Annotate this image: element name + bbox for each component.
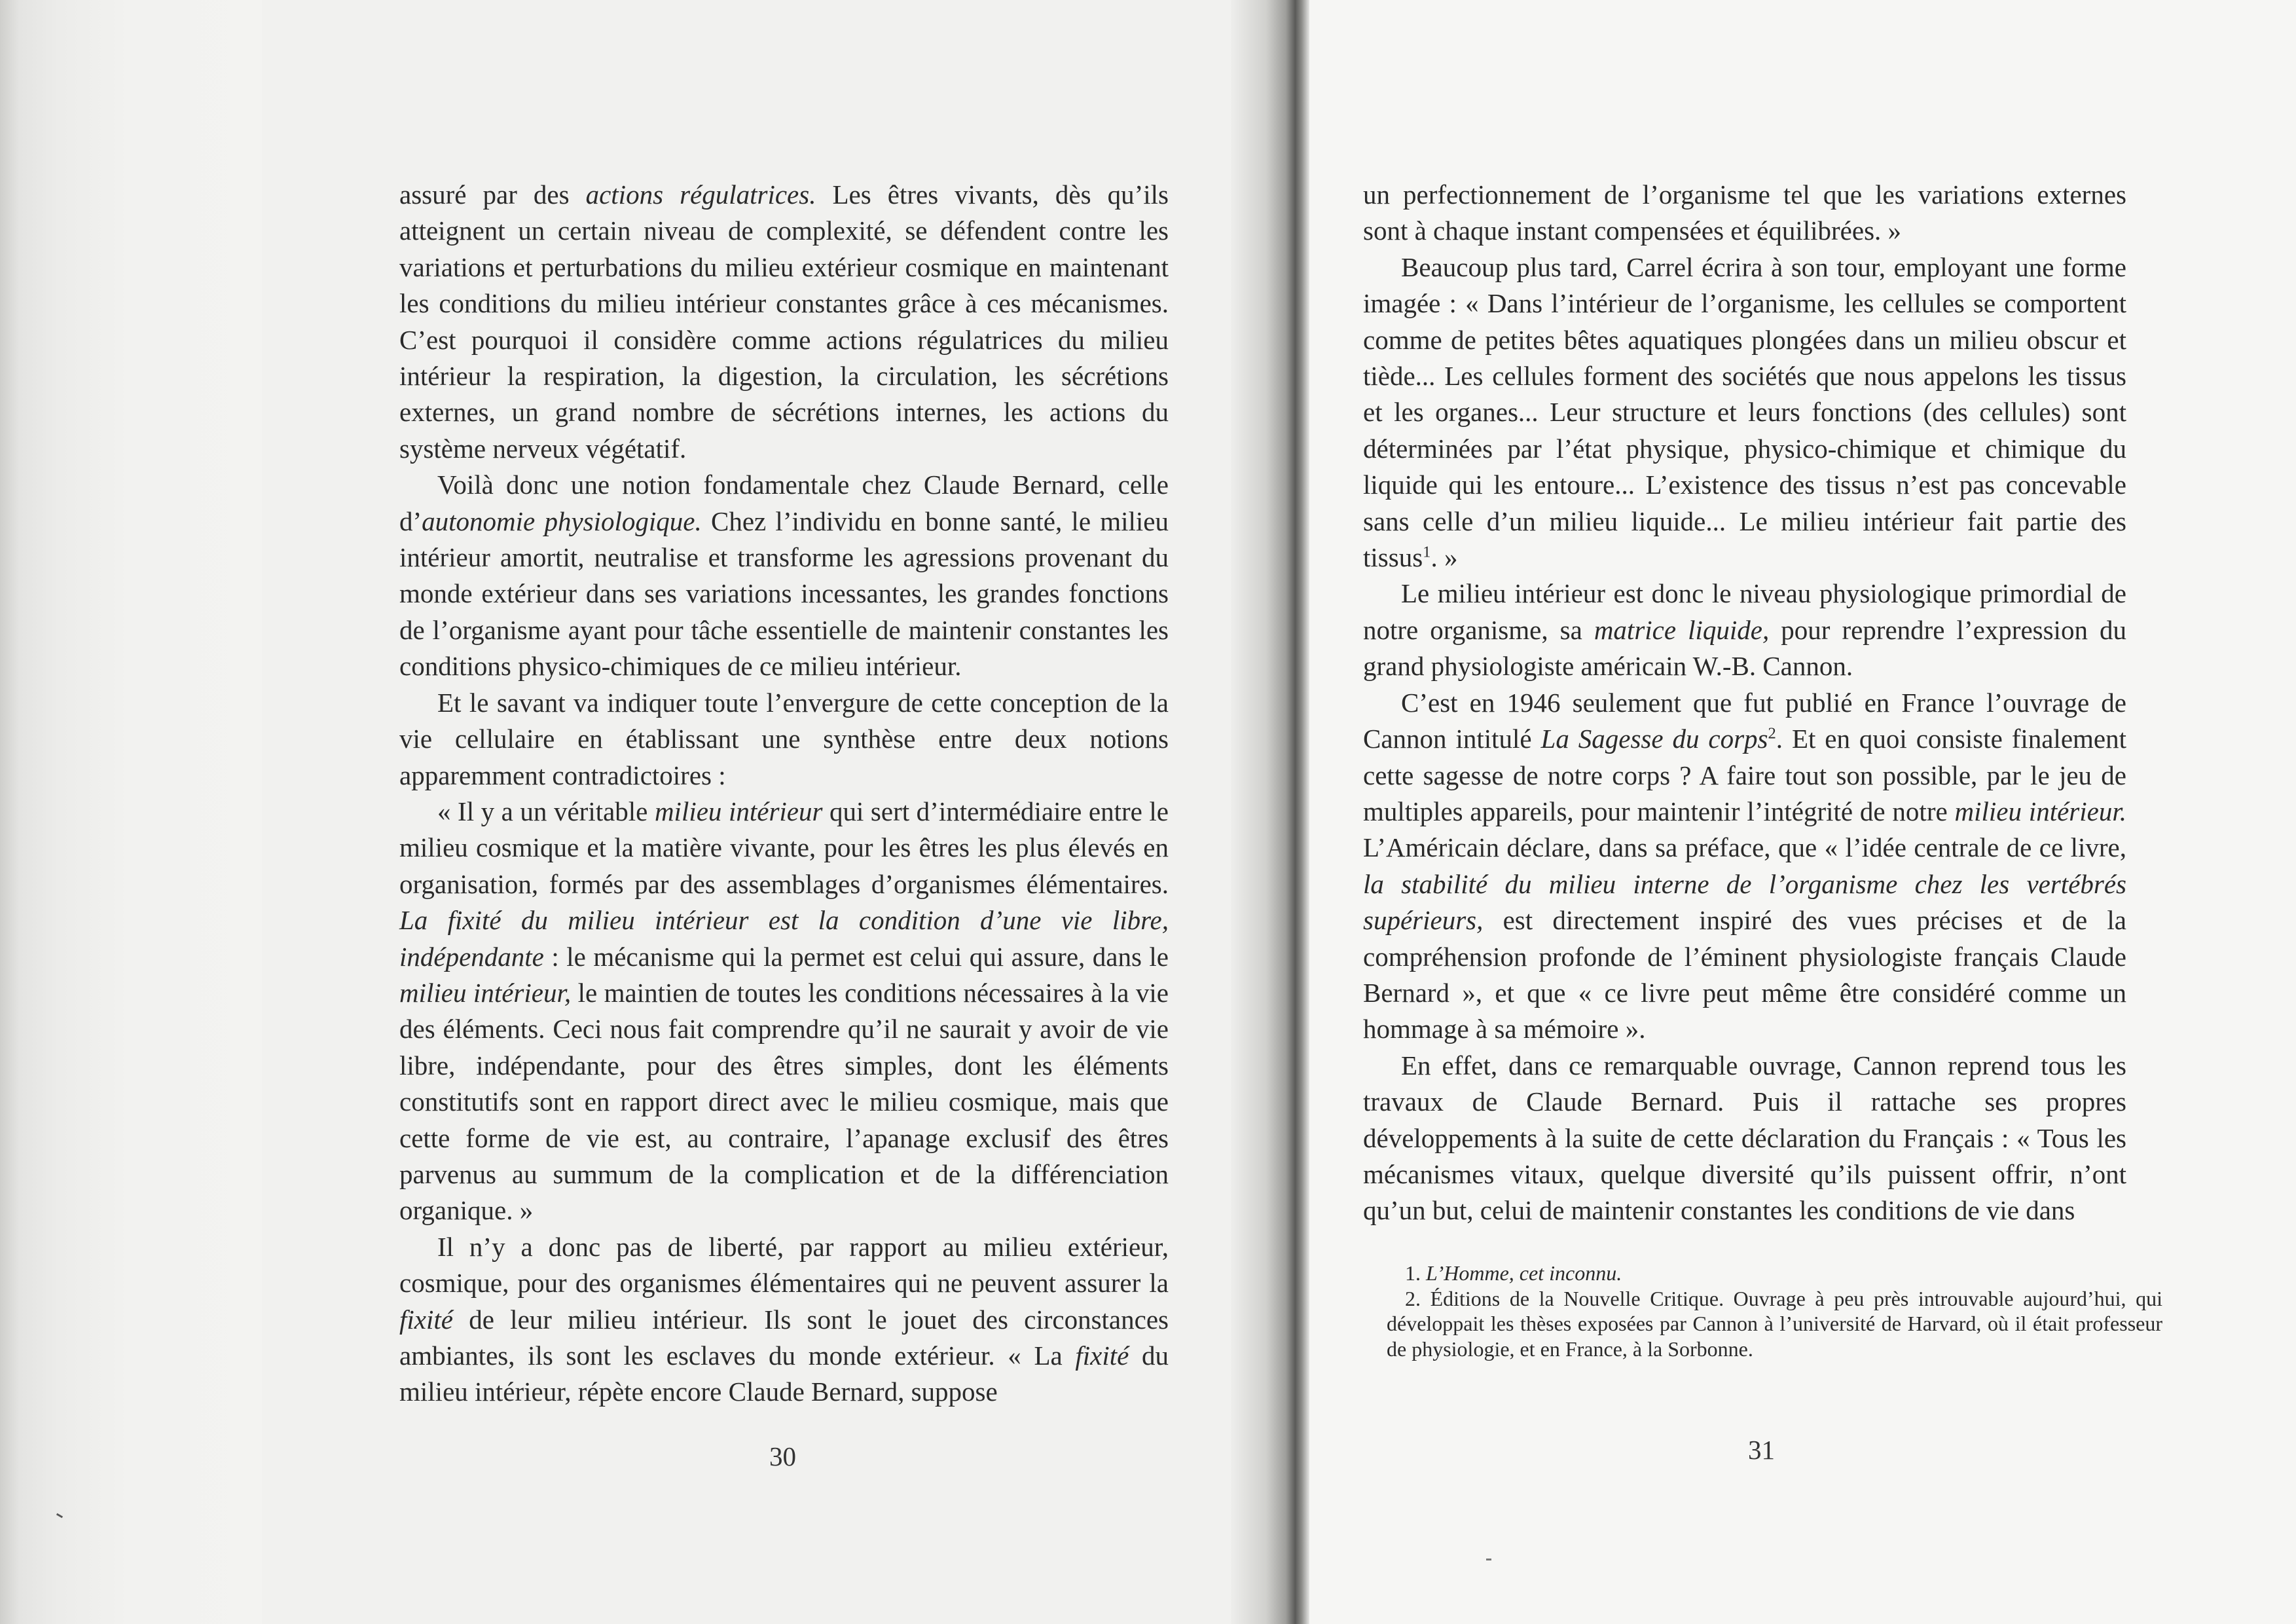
text-run: est directement inspiré des vues précises et de la compréhension profonde de l’éminent physiologiste français Claude Bernard », et que « ce livre peut même être considéré comme un hommage à sa mémoire ». — [1363, 905, 2126, 1044]
italic-text: milieu intérieur, — [399, 977, 572, 1008]
text-run: « Il y a un véritable — [437, 796, 655, 826]
italic-text: actions régulatrices. — [585, 179, 816, 210]
text-run: Chez l’individu en bonne santé, le milieu intérieur amortit, neutralise et transforme les agressions provenant du monde extérieur dans ses variations incessantes, les grandes fonctions de l’organisme ayant pour tâche essentielle de maintenir constantes les conditions physico-chimiques de ce milieu intérieur. — [399, 506, 1169, 682]
footnote — [1387, 1261, 2162, 1286]
text-run: assuré par des — [399, 179, 586, 210]
italic-text: la stabilité du milieu interne de l’organisme chez les vertébrés supérieurs, — [1363, 868, 2126, 936]
text-run: Beaucoup plus tard, Carrel écrira à son tour, employant une forme imagée : « Dans l’intérieur de l’organisme, les cellules se comportent comme de petites bêtes aquatiques plongées dans un milieu obscur et tiède... Les cellules forment des sociétés que nous appelons les tissus et les organes... Leur structure et leurs fonctions (des cellules) sont déterminées par l’état physique, physico-chimique et chimique du liquide qui les entoure... L’existence des tissus n’est pas concevable sans celle d’un milieu liquide... Le milieu intérieur fait partie des tissus — [1363, 251, 2126, 573]
left-page-text — [399, 177, 1169, 1411]
page-number-left: 30 — [769, 1441, 796, 1471]
italic-text: autonomie physiologique. — [422, 506, 702, 536]
page-number-right: 31 — [1748, 1435, 1775, 1465]
italic-text: La fixité du milieu intérieur est la condition d’une vie libre, indépendante — [399, 905, 1169, 972]
text-run: pour reprendre l’expression du grand physiologiste américain W.-B. Cannon. — [1363, 614, 2126, 682]
italic-text: milieu intérieur — [654, 796, 823, 826]
footnotes — [1387, 1261, 2162, 1361]
text-run: Les êtres vivants, dès qu’ils atteignent un certain niveau de complexité, se défendent contre les variations et perturbations du milieu extérieur cosmique en maintenant les conditions du milieu intérieur constantes grâce à ces mécanismes. C’est pourquoi il considère comme actions régulatrices du milieu intérieur la respiration, la digestion, la circulation, les sécrétions externes, un grand nombre de sécrétions internes, les actions du système nerveux végétatif. — [399, 179, 1169, 464]
text-run: le maintien de toutes les conditions nécessaires à la vie des éléments. Ceci nous fait comprendre qu’il ne saurait y avoir de vie libre, indépendante, pour des êtres simples, dont les éléments constitutifs sont en rapport direct avec le milieu cosmique, mais que cette forme de vie est, au contraire, l’apanage exclusif des êtres parvenus au summum de la complication et de la différenciation organique. » — [399, 977, 1169, 1226]
paragraph — [399, 177, 1169, 467]
text-run: du milieu intérieur, répète encore Claude Bernard, suppose — [399, 1340, 1169, 1407]
text-run: 1. — [1405, 1261, 1426, 1285]
book-gutter — [1231, 0, 1309, 1624]
paragraph — [399, 467, 1169, 684]
paragraph — [1363, 249, 2126, 576]
text-run: Le milieu intérieur est donc le niveau physiologique primordial de notre organisme, sa — [1363, 578, 2126, 645]
paragraph — [1363, 1048, 2126, 1229]
footnote-ref: 1 — [1423, 543, 1431, 561]
text-run: de leur milieu intérieur. Ils sont le jouet des circonstances ambiantes, ils sont les esclaves du monde extérieur. « La — [399, 1304, 1169, 1371]
text-run: qui sert d’intermédiaire entre le milieu cosmique et la matière vivante, pour les êtres les plus élevés en organisation, formés par des assemblages d’organismes élémentaires. — [399, 796, 1169, 899]
text-run: Il n’y a donc pas de liberté, par rapport au milieu extérieur, cosmique, pour des organismes élémentaires qui ne peuvent assurer la — [399, 1231, 1169, 1299]
italic-text: fixité — [1075, 1340, 1129, 1371]
text-run: En effet, dans ce remarquable ouvrage, Cannon reprend tous les travaux de Claude Bernard. Puis il rattache ses propres développements à la suite de cette déclaration du Français : « Tous les mécanismes vitaux, quelque diversité qu’ils puissent offrir, n’ont qu’un but, celui de maintenir constantes les conditions de vie dans — [1363, 1050, 2126, 1226]
paragraph — [1363, 576, 2126, 684]
text-run: . Et en quoi consiste finalement cette sagesse de notre corps ? A faire tout son possible, par le jeu de multiples appareils, pour maintenir l’intégrité de notre — [1363, 724, 2127, 826]
text-run: Voilà donc une notion fondamentale chez Claude Bernard, celle d’ — [399, 470, 1169, 536]
right-page-text — [1363, 177, 2126, 1229]
text-run: : le mécanisme qui la permet est celui qui assure, dans le — [543, 941, 1169, 972]
italic-text: L’Homme, cet inconnu. — [1426, 1261, 1622, 1285]
italic-text: matrice liquide, — [1594, 614, 1770, 645]
text-run: L’Américain déclare, dans sa préface, que « l’idée centrale de ce livre, — [1363, 832, 2126, 863]
footnote-ref: 2 — [1768, 724, 1776, 743]
italic-text: fixité — [399, 1304, 453, 1335]
italic-text: milieu intérieur. — [1954, 796, 2126, 826]
text-run: C’est en 1946 seulement que fut publié en France l’ouvrage de Cannon intitulé — [1363, 687, 2126, 754]
text-run: . » — [1430, 542, 1458, 573]
scan-speck — [1486, 1559, 1491, 1560]
paragraph — [399, 794, 1169, 1229]
paragraph — [1363, 685, 2126, 1048]
paragraph — [1363, 177, 2126, 249]
paragraph — [399, 685, 1169, 794]
text-run: un perfectionnement de l’organisme tel que les variations externes sont à chaque instant compensées et équilibrées. » — [1363, 179, 2126, 246]
text-run: 2. Éditions de la Nouvelle Critique. Ouvrage à peu près introuvable aujourd’hui, qui développait les thèses exposées par Cannon à l’université de Harvard, où il était professeur de physiologie, et en France, à la Sorbonne. — [1387, 1286, 2162, 1361]
italic-text: La Sagesse du corps — [1540, 724, 1768, 754]
footnote — [1387, 1286, 2162, 1362]
text-run: Et le savant va indiquer toute l’envergure de cette conception de la vie cellulaire en établissant une synthèse entre deux notions apparemment contradictoires : — [399, 687, 1169, 790]
paragraph — [399, 1229, 1169, 1411]
page-edge-shadow — [0, 0, 262, 1624]
